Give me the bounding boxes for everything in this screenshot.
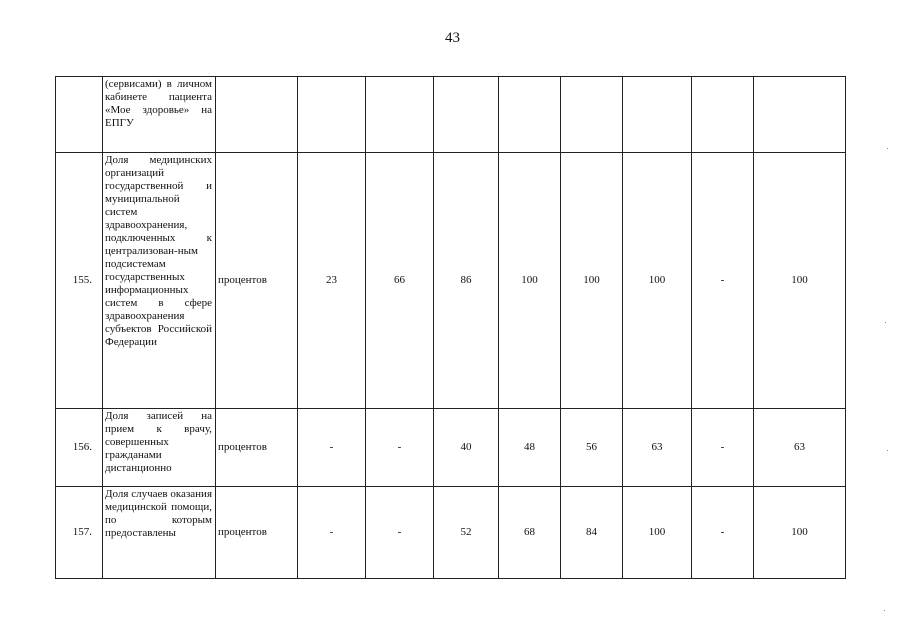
page-number: 43 (445, 30, 460, 46)
indicator-name: Доля медицинских организаций государственной и муниципальной систем здравоохранения, подключенных к централизован-ным подсистемам государственных информационных систем в сфере здравоохранения субъектов Российской Федерации (103, 153, 216, 409)
scan-speck (884, 610, 885, 611)
indicators-table (55, 76, 846, 579)
value-cell: - (298, 409, 366, 487)
value-cell: - (692, 409, 754, 487)
unit-cell: процентов (216, 487, 298, 579)
value-cell: 56 (561, 409, 623, 487)
value-cell (623, 77, 692, 153)
value-cell: 63 (754, 409, 846, 487)
indicator-name: Доля записей на прием к врачу, совершенных гражданами дистанционно (103, 409, 216, 487)
unit-cell (216, 77, 298, 153)
table-row (56, 77, 846, 153)
table-row (56, 153, 846, 409)
value-cell (692, 77, 754, 153)
value-cell: - (692, 487, 754, 579)
value-cell: - (366, 487, 434, 579)
value-cell: 63 (623, 409, 692, 487)
unit-cell: процентов (216, 153, 298, 409)
value-cell (366, 77, 434, 153)
unit-cell: процентов (216, 409, 298, 487)
table-row (56, 409, 846, 487)
value-cell: 100 (623, 487, 692, 579)
value-cell (499, 77, 561, 153)
value-cell: 40 (434, 409, 499, 487)
row-number: 155. (56, 153, 103, 409)
scan-speck (887, 148, 888, 149)
value-cell: 84 (561, 487, 623, 579)
value-cell: 68 (499, 487, 561, 579)
value-cell: 100 (561, 153, 623, 409)
scan-speck (885, 322, 886, 323)
value-cell (434, 77, 499, 153)
value-cell: - (298, 487, 366, 579)
value-cell: 48 (499, 409, 561, 487)
table-row (56, 487, 846, 579)
value-cell: 86 (434, 153, 499, 409)
value-cell: 100 (623, 153, 692, 409)
value-cell (561, 77, 623, 153)
value-cell: 100 (499, 153, 561, 409)
value-cell: - (692, 153, 754, 409)
row-number (56, 77, 103, 153)
indicator-name: Доля случаев оказания медицинской помощи, по которым предоставлены (103, 487, 216, 579)
value-cell (298, 77, 366, 153)
value-cell: 52 (434, 487, 499, 579)
value-cell: - (366, 409, 434, 487)
value-cell: 23 (298, 153, 366, 409)
value-cell (754, 77, 846, 153)
row-number: 157. (56, 487, 103, 579)
row-number: 156. (56, 409, 103, 487)
value-cell: 100 (754, 487, 846, 579)
scan-speck (887, 450, 888, 451)
value-cell: 66 (366, 153, 434, 409)
indicator-name: (сервисами) в личном кабинете пациента «Мое здоровье» на ЕПГУ (103, 77, 216, 153)
value-cell: 100 (754, 153, 846, 409)
